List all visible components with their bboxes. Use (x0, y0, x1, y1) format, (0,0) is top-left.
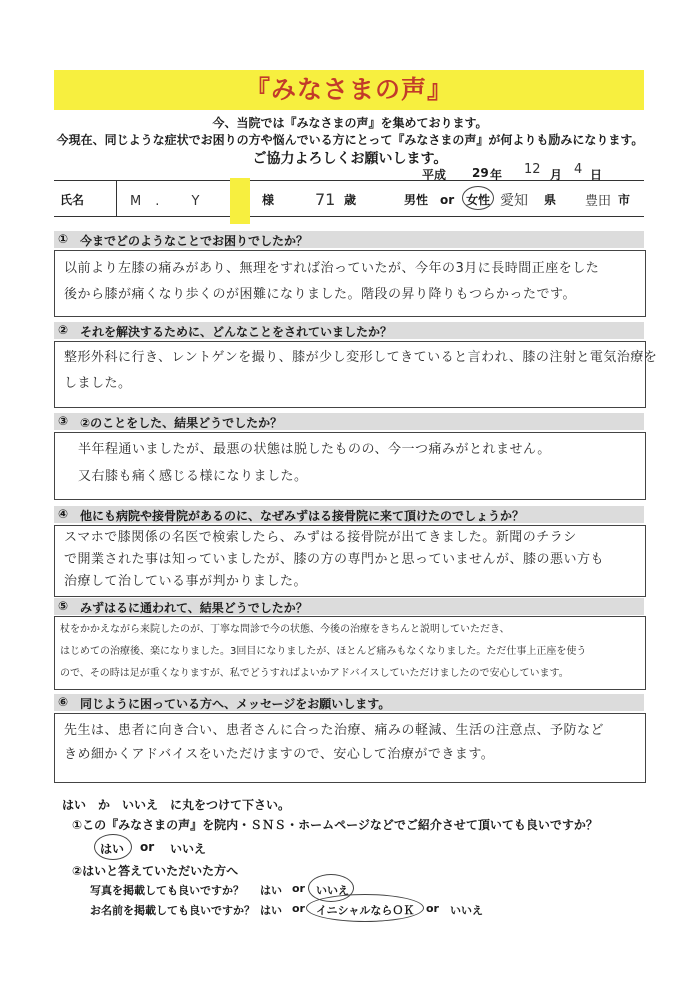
question-num-1: ① (58, 232, 69, 246)
name-yes-option[interactable]: はい (260, 904, 282, 917)
consent-instruction: はい か いいえ に丸をつけて下さい。 (62, 798, 291, 812)
name-or-1: or (292, 902, 305, 915)
question-text-2: それを解決するために、どんなことをされていましたか？ (80, 325, 393, 339)
answer-4-line-3: 治療して治している事が判かりました。 (64, 574, 308, 589)
answer-3-line-2: 又右膝も痛く感じる様になりました。 (78, 469, 308, 484)
consent-question-1: ①この『みなさまの声』を院内・ＳＮＳ・ホームページなどでご紹介させて頂いても良いですか？ (72, 818, 598, 832)
date-year-value: 29 (472, 166, 489, 180)
answer-6-line-2: きめ細かくアドバイスをいただけますので、安心して治療ができます。 (64, 747, 495, 762)
city-label: 市 (618, 193, 631, 207)
answer-2-line-1: 整形外科に行き、レントゲンを撮り、膝が少し変形してきていると言われ、膝の注射と電気治療を (64, 350, 658, 365)
answer-5-line-2: はじめての治療後、楽になりました。3回目になりましたが、ほとんど痛みもなくなりました。ただ仕事上正座を使う (60, 646, 587, 657)
answer-1-line-1: 以前より左膝の痛みがあり、無理をすれば治っていたが、今年の3月に長時間正座をした (64, 261, 600, 276)
name-label: 氏名 (60, 193, 85, 207)
answer-6-line-1: 先生は、患者に向き合い、患者さんに合った治療、痛みの軽減、生活の注意点、予防など (64, 723, 605, 738)
intro-line-1: 今、当院では『みなさまの声』を集めております。 (212, 116, 488, 130)
date-day-value: 4 (574, 162, 583, 177)
gender-selected-circle (462, 186, 494, 210)
answer-2-line-2: しました。 (64, 376, 132, 391)
date-month-value: 12 (524, 162, 541, 177)
name-value: M. Y (130, 194, 214, 209)
name-or-2: or (426, 902, 439, 915)
q1-yes-option[interactable]: はい (100, 842, 125, 856)
q1-yes-circle (94, 834, 132, 860)
question-num-2: ② (58, 323, 69, 337)
age-label: 歳 (344, 193, 357, 207)
question-text-1: 今までどのようなことでお困りでしたか？ (80, 234, 309, 248)
photo-yes-option[interactable]: はい (260, 884, 282, 897)
question-num-3: ③ (58, 414, 69, 428)
city-value: 豊田 (585, 194, 612, 209)
photo-no-option[interactable]: いいえ (316, 884, 349, 897)
date-month-label: 月 (550, 168, 563, 182)
prefecture-label: 県 (544, 193, 557, 207)
answer-4-line-2: で開業された事は知っていましたが、膝の方の専門かと思っていませんが、膝の悪い方も (64, 552, 605, 567)
question-text-5: みずはるに通われて、結果どうでしたか？ (80, 601, 308, 615)
honorific-label: 様 (262, 193, 275, 207)
question-num-6: ⑥ (58, 695, 69, 709)
intro-line-2: 今現在、同じような症状でお困りの方や悩んでいる方にとって『みなさまの声』が何よりも励みになります。 (56, 133, 644, 147)
name-no-option[interactable]: いいえ (450, 904, 483, 917)
highlight-bar (230, 178, 250, 224)
date-day-label: 日 (590, 168, 603, 182)
name-question: お名前を掲載しても良いですか？ (90, 904, 255, 917)
gender-options: 男性 or 女性 (404, 193, 491, 207)
question-num-5: ⑤ (58, 599, 69, 613)
consent-question-2: ②はいと答えていただいた方へ (72, 864, 239, 878)
answer-5-line-3: ので、その時は足が重くなりますが、私でどうすればよいかアドバイスしていただけましたので安心しています。 (60, 668, 569, 679)
q1-no-option[interactable]: いいえ (170, 842, 207, 856)
date-era: 平成 (422, 168, 447, 182)
answer-3-line-1: 半年程通いましたが、最悪の状態は脱したものの、今一つ痛みがとれません。 (78, 442, 551, 457)
photo-question: 写真を掲載しても良いですか？ (90, 884, 244, 897)
question-text-6: 同じように困っている方へ、メッセージをお願いします。 (80, 697, 391, 711)
prefecture-value: 愛知 (500, 193, 528, 209)
answer-1-line-2: 後から膝が痛くなり歩くのが困難になりました。階段の昇り降りもつらかったです。 (64, 287, 576, 302)
request-text: ご協力よろしくお願いします。 (252, 151, 448, 167)
question-text-3: ②のことをした、結果どうでしたか？ (80, 416, 283, 430)
question-num-4: ④ (58, 507, 69, 521)
age-value: 71 (315, 190, 336, 209)
q1-or: or (140, 840, 155, 854)
name-initial-option[interactable]: イニシャルならＯＫ (316, 904, 415, 917)
photo-or: or (292, 882, 305, 895)
name-initial-circle (306, 894, 424, 922)
answer-4-line-1: スマホで膝関係の名医で検索したら、みずはる接骨院が出てきました。新聞のチラシ (64, 530, 577, 545)
date-year-label: 年 (490, 168, 503, 182)
question-text-4: 他にも病院や接骨院があるのに、なぜみずはる接骨院に来て頂けたのでしょうか？ (80, 509, 525, 523)
answer-5-line-1: 杖をかかえながら来院したのが、丁寧な問診で今の状態、今後の治療をきちんと説明していただき、 (60, 624, 510, 635)
page-title: 『みなさまの声』 (244, 75, 453, 104)
